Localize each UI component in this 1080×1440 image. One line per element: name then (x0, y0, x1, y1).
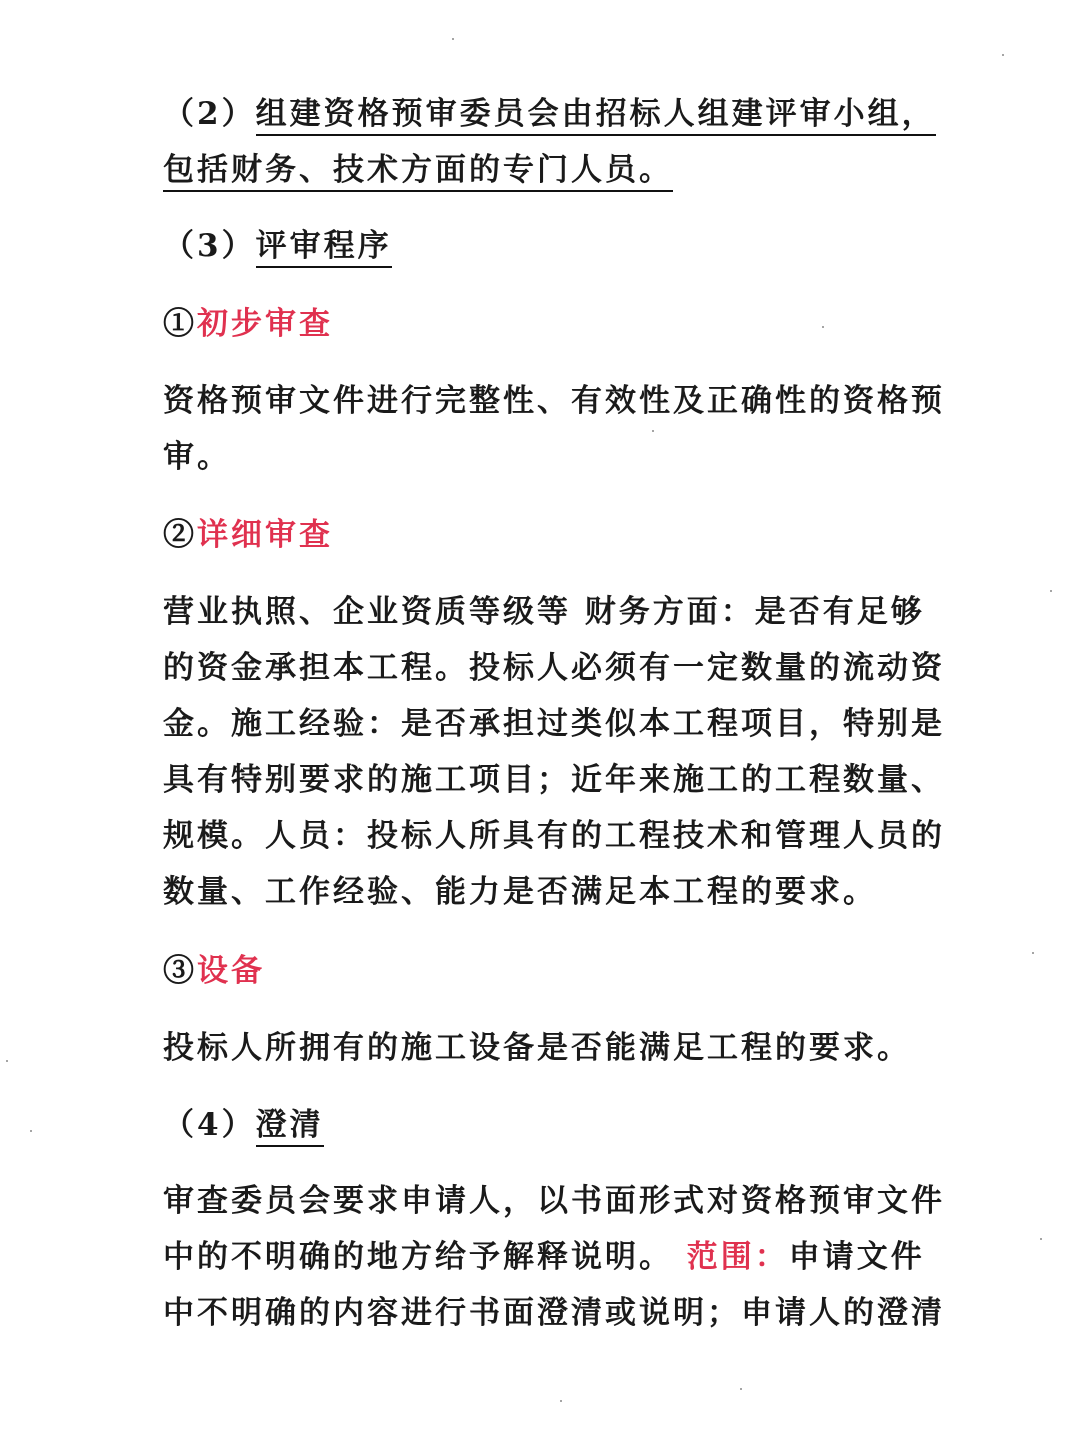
section-2-line-2 (163, 142, 923, 198)
scan-speck (1050, 590, 1052, 592)
section-2-paragraph (163, 86, 936, 198)
step-2-title: 详细审查 (197, 517, 333, 553)
scan-speck (740, 1388, 742, 1390)
step-2-body-line: 营业执照、企业资质等级等 财务方面：是否有足够 (163, 594, 925, 630)
scan-speck (452, 38, 454, 40)
section-2-line-1 (163, 86, 936, 142)
step-1-marker: ① (163, 306, 197, 342)
step-3-marker: ③ (163, 953, 197, 989)
scan-speck (1002, 54, 1004, 56)
step-1-heading (163, 296, 923, 352)
section-2-number: （2） (163, 96, 256, 132)
scan-speck (822, 326, 824, 328)
step-2-body-line: 的资金承担本工程。投标人必须有一定数量的流动资 (163, 650, 945, 686)
section-2-text-line-1: 组建资格预审委员会由招标人组建评审小组， (256, 96, 936, 136)
step-2-heading (163, 507, 923, 563)
section-4-line-2-pre: 中的不明确的地方给予解释说明。 (163, 1239, 687, 1275)
scan-speck (1040, 1238, 1042, 1240)
step-1-body-line: 资格预审文件进行完整性、有效性及正确性的资格预 (163, 383, 945, 419)
step-2-body-line: 具有特别要求的施工项目；近年来施工的工程数量、 (163, 762, 945, 798)
step-2-body-line: 规模。人员：投标人所具有的工程技术和管理人员的 (163, 818, 945, 854)
section-3-number: （3） (163, 228, 256, 264)
step-1-body-line: 审。 (163, 439, 231, 475)
section-3-title: 评审程序 (256, 228, 392, 268)
section-3-heading (163, 218, 923, 274)
section-4-number: （4） (163, 1107, 256, 1143)
section-4-title: 澄清 (256, 1107, 324, 1147)
scan-speck (560, 1400, 562, 1402)
section-4-heading (163, 1097, 923, 1153)
section-4-line-2-post: 申请文件 (788, 1239, 925, 1275)
section-4-range-label: 范围： (686, 1239, 789, 1275)
section-4-body-line-1: 审查委员会要求申请人，以书面形式对资格预审文件 (163, 1183, 945, 1219)
step-3-body (163, 1020, 923, 1076)
step-2-body (163, 584, 945, 920)
scan-speck (30, 1130, 32, 1132)
step-2-body-line: 数量、工作经验、能力是否满足本工程的要求。 (163, 874, 877, 910)
scan-speck (652, 430, 654, 432)
section-4-body (163, 1173, 945, 1341)
scan-speck (1032, 952, 1034, 954)
step-2-marker: ② (163, 517, 197, 553)
step-1-title: 初步审查 (197, 306, 333, 342)
scan-speck (6, 1060, 8, 1062)
section-4-body-line-3: 中不明确的内容进行书面澄清或说明；申请人的澄清 (163, 1295, 945, 1331)
section-4-body-line-2 (163, 1229, 923, 1285)
step-2-body-line: 金。施工经验：是否承担过类似本工程项目，特别是 (163, 706, 945, 742)
step-1-body (163, 373, 945, 485)
section-2-text-line-2: 包括财务、技术方面的专门人员。 (163, 152, 673, 192)
step-3-heading (163, 943, 923, 999)
step-3-body-line: 投标人所拥有的施工设备是否能满足工程的要求。 (163, 1030, 911, 1066)
step-3-title: 设备 (197, 953, 265, 989)
